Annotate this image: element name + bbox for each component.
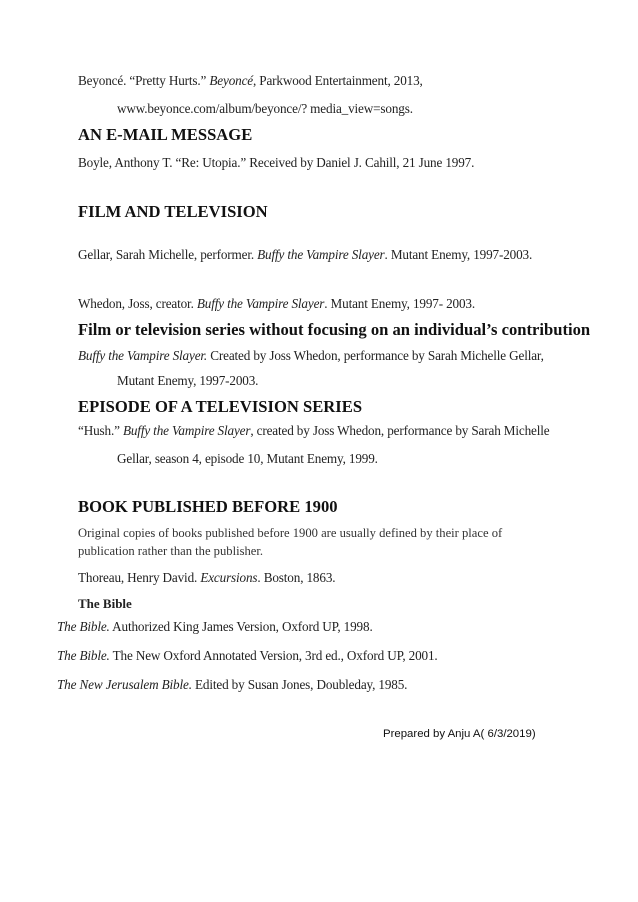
citation-bible-oxford: The Bible. The New Oxford Annotated Version, 3rd ed., Oxford UP, 2001. [57, 648, 438, 663]
citation-hush-cont: Gellar, season 4, episode 10, Mutant Enemy, 1999. [117, 451, 378, 466]
book-note-line-1: Original copies of books published before 1900 are usually defined by their place of [78, 526, 503, 540]
citation-buffy-series: Buffy the Vampire Slayer. Created by Joss Whedon, performance by Sarah Michelle Gellar, [78, 348, 544, 363]
citation-whedon: Whedon, Joss, creator. Buffy the Vampire Slayer. Mutant Enemy, 1997- 2003. [78, 296, 476, 311]
citation-bible-kjv: The Bible. Authorized King James Version, Oxford UP, 1998. [57, 619, 373, 634]
heading-book-before-1900: BOOK PUBLISHED BEFORE 1900 [78, 497, 338, 516]
heading-series: Film or television series without focusing on an individual’s contribution [78, 320, 591, 339]
prepared-by-footer: Prepared by Anju A( 6/3/2019) [383, 728, 536, 740]
citation-gellar: Gellar, Sarah Michelle, performer. Buffy the Vampire Slayer. Mutant Enemy, 1997-2003. [78, 247, 533, 262]
heading-bible: The Bible [78, 596, 132, 611]
heading-email-message: AN E-MAIL MESSAGE [78, 125, 253, 144]
heading-film-television: FILM AND TELEVISION [78, 202, 268, 221]
citation-beyonce: Beyoncé. “Pretty Hurts.” Beyoncé, Parkwood Entertainment, 2013, [78, 73, 423, 88]
citation-beyonce-url: www.beyonce.com/album/beyonce/? media_view=songs. [117, 101, 413, 116]
heading-episode: EPISODE OF A TELEVISION SERIES [78, 397, 363, 416]
book-note-line-2: publication rather than the publisher. [78, 544, 264, 558]
citation-new-jerusalem-bible: The New Jerusalem Bible. Edited by Susan Jones, Doubleday, 1985. [57, 677, 408, 692]
citation-thoreau: Thoreau, Henry David. Excursions. Boston, 1863. [78, 570, 336, 585]
citation-boyle: Boyle, Anthony T. “Re: Utopia.” Received by Daniel J. Cahill, 21 June 1997. [78, 155, 475, 170]
citation-hush: “Hush.” Buffy the Vampire Slayer, created by Joss Whedon, performance by Sarah Michelle [78, 423, 550, 438]
citation-buffy-series-cont: Mutant Enemy, 1997-2003. [117, 373, 259, 388]
